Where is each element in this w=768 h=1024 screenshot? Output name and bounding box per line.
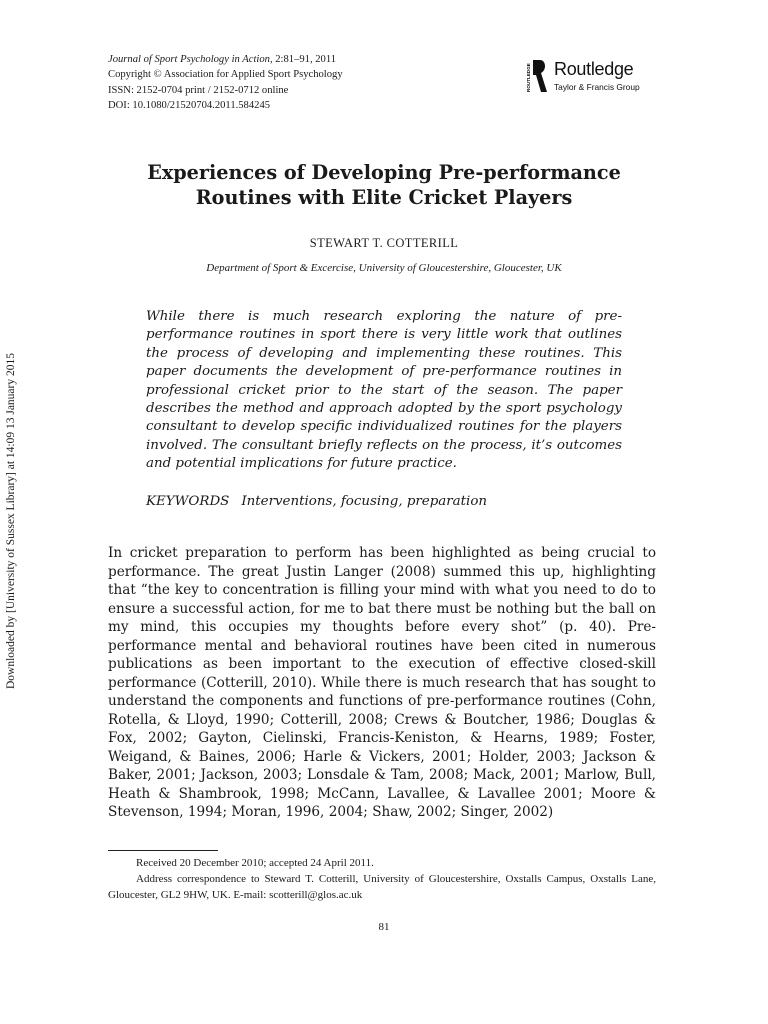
footnote-received: Received 20 December 2010; accepted 24 April 2011.	[136, 857, 374, 869]
keywords-list: Interventions, focusing, preparation	[241, 494, 488, 509]
page-number: 81	[378, 921, 390, 933]
download-watermark-container	[0, 296, 22, 746]
article-author: STEWART T. COTTERILL	[309, 236, 459, 250]
footnote-correspondence: Address correspondence to Steward T. Cotterill, University of Gloucestershire, Oxstalls Campus, Oxstalls Lane, Gloucester, GL2 9HW, UK. E-mail: scotterill@glos.ac.uk	[108, 873, 656, 901]
article-title	[108, 161, 660, 210]
body-paragraph: In cricket preparation to perform has been highlighted as being crucial to performance. The great Justin Langer (2008) summed this up, highlighting that “the key to concentration is filling your mind with what you need to do to ensure a successful action, for me to bat there must be nothing but the ball on my mind, this occupies my thoughts before every shot” (p. 40). Pre-performance mental and behavioral routines have been cited in numerous publications as been important to the execution of effective closed-skill performance (Cotterill, 2010). While there is much research that has sought to understand the components and functions of pre-performance routines (Cohn, Rotella, & Lloyd, 1990; Cotterill, 2008; Crews & Boutcher, 1986; Douglas & Fox, 2002; Gayton, Cielinski, Francis-Keniston, & Hearns, 1989; Foster, Weigand, & Baines, 2006; Harle & Vickers, 2001; Holder, 2003; Jackson & Baker, 2001; Jackson, 2003; Lonsdale & Tam, 2008; Mack, 2001; Marlow, Bull, Heath & Shambrook, 1998; McCann, Lavallee, & Lavallee 2001; Moore & Stevenson, 1994; Moran, 1996, 2004; Shaw, 2002; Singer, 2002)	[108, 545, 656, 820]
journal-name: Journal of Sport Psychology in Action	[108, 54, 270, 65]
download-watermark: Downloaded by [University of Sussex Library] at 14:09 13 January 2015	[5, 353, 17, 689]
publisher-name: Routledge	[554, 59, 634, 79]
journal-issn: ISSN: 2152-0704 print / 2152-0712 online	[108, 84, 289, 96]
publisher-logo	[524, 58, 674, 94]
publisher-subname: Taylor & Francis Group	[554, 82, 640, 92]
journal-info	[108, 52, 508, 113]
abstract: While there is much research exploring the nature of pre-performance routines in sport there is very little work that outlines the process of developing and implementing these routines. This paper documents the development of pre-performance routines in professional cricket prior to the start of the season. The paper describes the method and approach adopted by the sport psychology consultant to develop specific individualized routines for the players involved. The consultant briefly reflects on the process, it’s outcomes and potential implications for future practice.	[146, 309, 622, 472]
routledge-logo-icon	[524, 58, 548, 94]
title-line-2: Routines with Elite Cricket Players	[195, 185, 573, 209]
keywords	[146, 494, 622, 509]
author-affiliation: Department of Sport & Excercise, University of Gloucestershire, Gloucester, UK	[206, 262, 562, 274]
journal-citation	[108, 52, 508, 67]
title-line-1: Experiences of Developing Pre-performance	[147, 161, 621, 184]
svg-text:ROUTLEDGE: ROUTLEDGE	[526, 63, 531, 92]
journal-doi: DOI: 10.1080/21520704.2011.584245	[108, 99, 271, 111]
footnotes	[108, 855, 656, 903]
footnote-divider	[108, 850, 218, 851]
journal-copyright: Copyright © Association for Applied Sport Psychology	[108, 69, 343, 81]
keywords-label: KEYWORDS	[146, 494, 230, 509]
journal-issue: , 2:81–91, 2011	[269, 54, 337, 65]
